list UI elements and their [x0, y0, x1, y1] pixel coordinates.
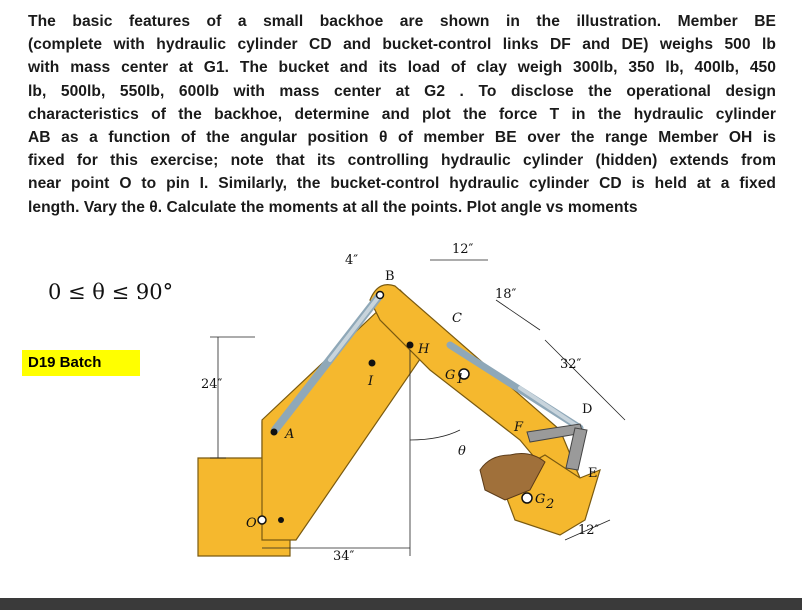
problem-line: with mass center at G1. The bucket and its load of clay weigh 300lb, 350 lb, 400lb, 450 [28, 59, 776, 77]
label-o: O [246, 516, 257, 531]
problem-line: AB as a function of the angular position θ of member BE over the range Member OH is [28, 129, 776, 147]
label-d: D [582, 402, 593, 417]
pin-a [271, 429, 278, 436]
problem-line: near point O to pin I. Similarly, the bucket-control hydraulic cylinder CD is held at a fixed [28, 175, 776, 193]
label-b: B [385, 269, 395, 284]
problem-line: length. Vary the θ. Calculate the moments at all the points. Plot angle vs moments [28, 198, 638, 216]
dim-12-top: 12″ [452, 242, 474, 257]
label-c: C [452, 311, 462, 326]
label-i: I [368, 374, 374, 389]
dim-32: 32″ [560, 357, 582, 372]
label-e: E [588, 466, 598, 481]
theta-range: 0 ≤ θ ≤ 90° [48, 280, 174, 304]
bottom-bar [0, 598, 802, 610]
dim-18: 18″ [495, 287, 517, 302]
theta-arc [410, 430, 460, 440]
problem-line: fixed for this exercise; note that its controlling hydraulic cylinder (hidden) extends from [28, 152, 776, 170]
g2-marker [522, 493, 532, 503]
problem-line: lb, 500lb, 550lb, 600lb with mass center at G2 . To disclose the operational design [28, 82, 776, 100]
label-g2: G [535, 492, 546, 507]
dim-4: 4″ [345, 253, 359, 268]
problem-line: characteristics of the backhoe, determine and plot the force T in the hydraulic cylinder [28, 105, 776, 123]
label-h: H [418, 342, 430, 357]
label-f: F [514, 420, 524, 435]
label-theta: θ [458, 444, 466, 459]
dim-18-line [496, 300, 540, 330]
batch-label: D19 Batch [22, 350, 140, 376]
label-g2-sub: 2 [546, 497, 555, 512]
dim-34: 34″ [333, 549, 355, 564]
label-g1-sub: 1 [456, 372, 465, 387]
pin-o2 [278, 517, 284, 523]
label-a: A [285, 427, 295, 442]
pin-o [258, 516, 266, 524]
dim-12-bottom: 12″ [578, 523, 600, 538]
dim-24: 24″ [201, 377, 223, 392]
problem-line: (complete with hydraulic cylinder CD and bucket-control links DF and DE) weighs 500 lb [28, 36, 776, 54]
pin-h [407, 342, 414, 349]
pin-i [369, 360, 376, 367]
pin-b [377, 292, 384, 299]
problem-line: The basic features of a small backhoe are shown in the illustration. Member BE [28, 13, 776, 30]
label-g1: G [445, 368, 456, 383]
